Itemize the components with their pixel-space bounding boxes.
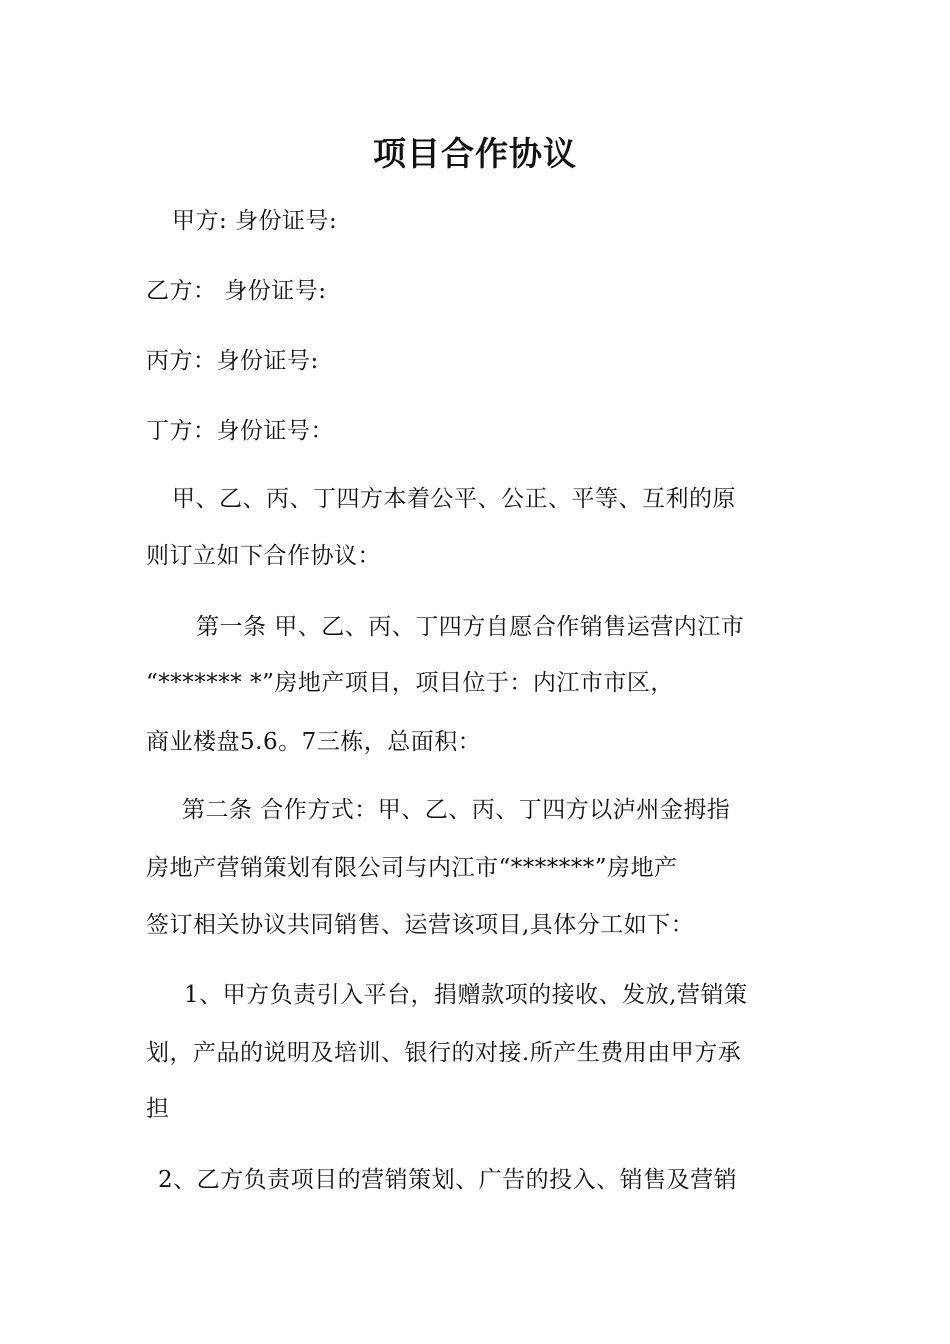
item1-line-2: 划，产品的说明及培训、银行的对接.所产生费用由甲方承 [146,1040,742,1066]
document-title: 项目合作协议 [373,134,577,173]
party-a-line: 甲方: 身份证号: [172,208,338,234]
preamble-line-1: 甲、乙、丙、丁四方本着公平、公正、平等、互利的原 [172,486,736,512]
item2-line-1: 2、乙方负责项目的营销策划、广告的投入、销售及营销 [158,1167,738,1193]
party-b-line: 乙方： 身份证号: [146,278,327,304]
article1-line-1: 第一条 甲、乙、丙、丁四方自愿合作销售运营内江市 [196,614,745,640]
party-d-line: 丁方：身份证号： [146,418,334,444]
article2-line-1: 第二条 合作方式：甲、乙、丙、丁四方以泸州金拇指 [182,797,731,823]
preamble-line-2: 则订立如下合作协议： [146,543,381,569]
item1-line-3: 担 [146,1096,170,1122]
article1-line-3: 商业楼盘5.6。7三栋，总面积： [146,729,482,755]
article2-line-2: 房地产营销策划有限公司与内江市“*******”房地产 [146,855,678,881]
party-c-line: 丙方：身份证号: [146,348,319,374]
article2-line-3: 签订相关协议共同销售、运营该项目,具体分工如下： [146,912,695,938]
article1-line-2: “******* *”房地产项目，项目位于：内江市市区， [146,670,674,696]
item1-line-1: 1、甲方负责引入平台，捐赠款项的接收、发放,营销策 [184,982,748,1008]
